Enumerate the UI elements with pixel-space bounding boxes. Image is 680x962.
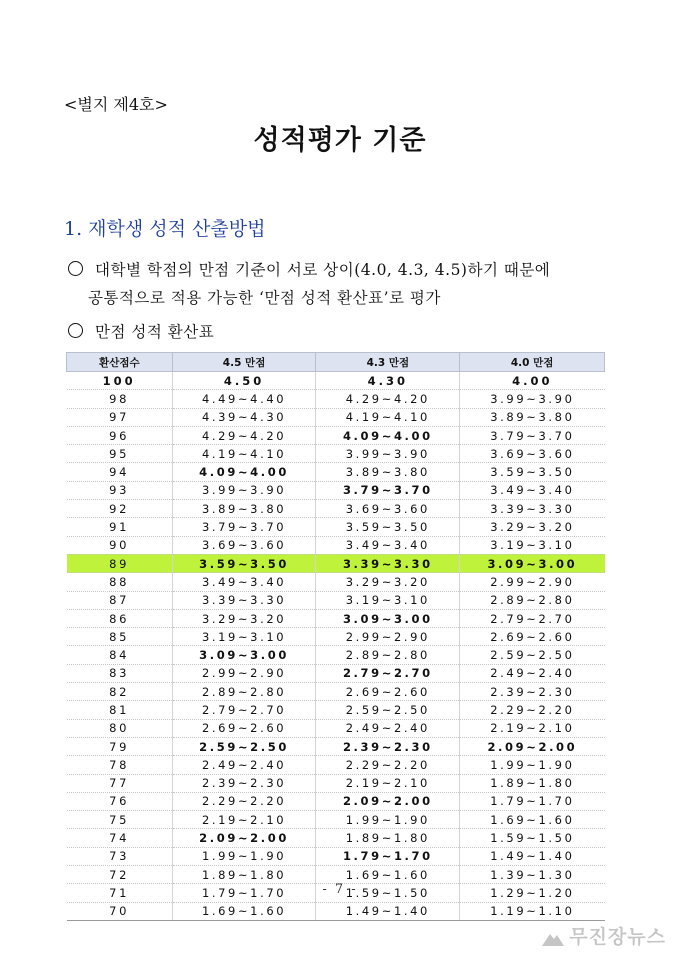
- table-caption: 만점 성적 환산표: [95, 323, 215, 341]
- range-cell: 1.29~1.20: [460, 884, 605, 902]
- table-row: [67, 390, 605, 408]
- range-cell: 3.59~3.50: [316, 518, 460, 536]
- range-cell: 4.09~4.00: [172, 463, 316, 481]
- score-cell: 97: [67, 408, 173, 426]
- range-cell: 4.29~4.20: [316, 390, 460, 408]
- range-cell: 2.09~2.00: [460, 737, 605, 755]
- score-cell: 89: [67, 554, 173, 572]
- header-4-0-scale: 4.0 만점: [460, 353, 605, 372]
- table-row: [67, 609, 605, 627]
- range-cell: 2.69~2.60: [460, 628, 605, 646]
- range-cell: 1.99~1.90: [172, 847, 316, 865]
- score-cell: 73: [67, 847, 173, 865]
- table-row: [67, 628, 605, 646]
- score-cell: 74: [67, 829, 173, 847]
- table-row: [67, 445, 605, 463]
- range-cell: 2.19~2.10: [172, 811, 316, 829]
- range-cell: 3.79~3.70: [316, 481, 460, 499]
- score-cell: 81: [67, 701, 173, 719]
- range-cell: 3.69~3.60: [172, 536, 316, 554]
- paragraph-line-1: 대학별 학점의 만점 기준이 서로 상이(4.0, 4.3, 4.5)하기 때문에: [95, 261, 551, 279]
- table-row: [67, 683, 605, 701]
- table-row: [67, 792, 605, 810]
- range-cell: 3.39~3.30: [172, 591, 316, 609]
- score-cell: 87: [67, 591, 173, 609]
- range-cell: 1.59~1.50: [460, 829, 605, 847]
- score-cell: 90: [67, 536, 173, 554]
- range-cell: 2.89~2.80: [460, 591, 605, 609]
- range-cell: 1.89~1.80: [460, 774, 605, 792]
- table-row: [67, 408, 605, 426]
- header-score: 환산점수: [67, 353, 173, 372]
- range-cell: 4.29~4.20: [172, 426, 316, 444]
- score-cell: 70: [67, 902, 173, 920]
- table-row: [67, 591, 605, 609]
- range-cell: 3.89~3.80: [316, 463, 460, 481]
- range-cell: 2.99~2.90: [316, 628, 460, 646]
- table-row: [67, 847, 605, 865]
- range-cell: 1.69~1.60: [460, 811, 605, 829]
- range-cell: 2.39~2.30: [460, 683, 605, 701]
- table-row: [67, 646, 605, 664]
- range-cell: 2.09~2.00: [316, 792, 460, 810]
- range-cell: 1.99~1.90: [316, 811, 460, 829]
- score-cell: 72: [67, 866, 173, 884]
- range-cell: 2.69~2.60: [316, 683, 460, 701]
- score-cell: 98: [67, 390, 173, 408]
- page-title: 성적평가 기준: [253, 125, 427, 156]
- range-cell: 3.49~3.40: [460, 481, 605, 499]
- range-cell: 2.19~2.10: [460, 719, 605, 737]
- range-cell: 2.29~2.20: [172, 792, 316, 810]
- range-cell: 3.79~3.70: [172, 518, 316, 536]
- table-row: [67, 756, 605, 774]
- table-body: [67, 372, 605, 921]
- score-cell: 75: [67, 811, 173, 829]
- table-row: [67, 701, 605, 719]
- range-cell: 3.89~3.80: [172, 500, 316, 518]
- range-cell: 1.19~1.10: [460, 902, 605, 920]
- table-row: [67, 811, 605, 829]
- range-cell: 3.99~3.90: [172, 481, 316, 499]
- table-row: [67, 518, 605, 536]
- range-cell: 1.69~1.60: [172, 902, 316, 920]
- range-cell: 3.59~3.50: [460, 463, 605, 481]
- range-cell: 4.49~4.40: [172, 390, 316, 408]
- range-cell: 2.69~2.60: [172, 719, 316, 737]
- range-cell: 1.99~1.90: [460, 756, 605, 774]
- range-cell: 2.59~2.50: [460, 646, 605, 664]
- score-cell: 83: [67, 664, 173, 682]
- range-cell: 2.19~2.10: [316, 774, 460, 792]
- range-cell: 3.69~3.60: [460, 445, 605, 463]
- range-cell: 4.50: [172, 372, 316, 390]
- table-row: [67, 573, 605, 591]
- header-4-3-scale: 4.3 만점: [316, 353, 460, 372]
- table-row: [67, 481, 605, 499]
- range-cell: 2.49~2.40: [460, 664, 605, 682]
- range-cell: 2.29~2.20: [460, 701, 605, 719]
- range-cell: 3.59~3.50: [172, 554, 316, 572]
- range-cell: 1.79~1.70: [172, 884, 316, 902]
- range-cell: 2.39~2.30: [316, 737, 460, 755]
- table-row: [67, 902, 605, 920]
- range-cell: 2.99~2.90: [172, 664, 316, 682]
- range-cell: 3.89~3.80: [460, 408, 605, 426]
- table-row: [67, 463, 605, 481]
- range-cell: 2.99~2.90: [460, 573, 605, 591]
- range-cell: 4.39~4.30: [172, 408, 316, 426]
- range-cell: 1.59~1.50: [316, 884, 460, 902]
- score-cell: 95: [67, 445, 173, 463]
- score-cell: 96: [67, 426, 173, 444]
- score-cell: 78: [67, 756, 173, 774]
- table-row: [67, 500, 605, 518]
- range-cell: 3.99~3.90: [316, 445, 460, 463]
- range-cell: 2.49~2.40: [316, 719, 460, 737]
- score-cell: 94: [67, 463, 173, 481]
- range-cell: 3.99~3.90: [460, 390, 605, 408]
- score-cell: 88: [67, 573, 173, 591]
- range-cell: 2.39~2.30: [172, 774, 316, 792]
- range-cell: 3.69~3.60: [316, 500, 460, 518]
- table-row: [67, 536, 605, 554]
- range-cell: 3.39~3.30: [460, 500, 605, 518]
- range-cell: 2.49~2.40: [172, 756, 316, 774]
- watermark: [541, 922, 666, 949]
- bullet-circle-icon: [68, 261, 83, 276]
- range-cell: 3.49~3.40: [172, 573, 316, 591]
- range-cell: 1.49~1.40: [460, 847, 605, 865]
- table-row: [67, 737, 605, 755]
- range-cell: 3.49~3.40: [316, 536, 460, 554]
- table-row: [67, 829, 605, 847]
- range-cell: 1.89~1.80: [172, 866, 316, 884]
- range-cell: 2.89~2.80: [316, 646, 460, 664]
- table-row: [67, 426, 605, 444]
- range-cell: 2.79~2.70: [316, 664, 460, 682]
- table-row: [67, 372, 605, 390]
- bullet-circle-icon: [68, 323, 83, 338]
- score-cell: 76: [67, 792, 173, 810]
- range-cell: 4.19~4.10: [172, 445, 316, 463]
- score-cell: 86: [67, 609, 173, 627]
- range-cell: 3.29~3.20: [316, 573, 460, 591]
- range-cell: 2.79~2.70: [172, 701, 316, 719]
- grade-conversion-table: [66, 352, 605, 921]
- score-cell: 80: [67, 719, 173, 737]
- range-cell: 1.79~1.70: [460, 792, 605, 810]
- range-cell: 3.79~3.70: [460, 426, 605, 444]
- table-row: [67, 554, 605, 572]
- range-cell: 4.30: [316, 372, 460, 390]
- table-row: [67, 719, 605, 737]
- score-cell: 82: [67, 683, 173, 701]
- score-cell: 84: [67, 646, 173, 664]
- score-cell: 93: [67, 481, 173, 499]
- score-cell: 79: [67, 737, 173, 755]
- attachment-label: <별지 제4호>: [64, 95, 168, 114]
- page-number: - 7 -: [322, 882, 358, 897]
- range-cell: 3.39~3.30: [316, 554, 460, 572]
- range-cell: 1.69~1.60: [316, 866, 460, 884]
- section-heading: 1. 재학생 성적 산출방법: [64, 218, 266, 240]
- range-cell: 3.29~3.20: [460, 518, 605, 536]
- range-cell: 2.59~2.50: [172, 737, 316, 755]
- range-cell: 3.19~3.10: [316, 591, 460, 609]
- score-cell: 91: [67, 518, 173, 536]
- range-cell: 3.19~3.10: [172, 628, 316, 646]
- range-cell: 1.79~1.70: [316, 847, 460, 865]
- score-cell: 100: [67, 372, 173, 390]
- range-cell: 4.00: [460, 372, 605, 390]
- range-cell: 1.39~1.30: [460, 866, 605, 884]
- range-cell: 3.29~3.20: [172, 609, 316, 627]
- range-cell: 1.89~1.80: [316, 829, 460, 847]
- watermark-text: 무진장뉴스: [569, 926, 666, 948]
- score-cell: 71: [67, 884, 173, 902]
- range-cell: 2.89~2.80: [172, 683, 316, 701]
- range-cell: 4.09~4.00: [316, 426, 460, 444]
- range-cell: 3.09~3.00: [460, 554, 605, 572]
- range-cell: 4.19~4.10: [316, 408, 460, 426]
- range-cell: 2.79~2.70: [460, 609, 605, 627]
- table-row: [67, 774, 605, 792]
- range-cell: 3.09~3.00: [172, 646, 316, 664]
- paragraph-table-caption: [68, 318, 214, 346]
- score-cell: 85: [67, 628, 173, 646]
- range-cell: 2.09~2.00: [172, 829, 316, 847]
- mountain-logo-icon: [541, 929, 565, 947]
- range-cell: 2.59~2.50: [316, 701, 460, 719]
- range-cell: 2.29~2.20: [316, 756, 460, 774]
- table-row: [67, 664, 605, 682]
- score-cell: 77: [67, 774, 173, 792]
- range-cell: 1.49~1.40: [316, 902, 460, 920]
- paragraph-method: [68, 256, 628, 312]
- range-cell: 3.19~3.10: [460, 536, 605, 554]
- score-cell: 92: [67, 500, 173, 518]
- table-header-row: [67, 353, 605, 372]
- range-cell: 3.09~3.00: [316, 609, 460, 627]
- paragraph-line-2: 공통적으로 적용 가능한 ‘만점 성적 환산표’로 평가: [88, 289, 441, 307]
- header-4-5-scale: 4.5 만점: [172, 353, 316, 372]
